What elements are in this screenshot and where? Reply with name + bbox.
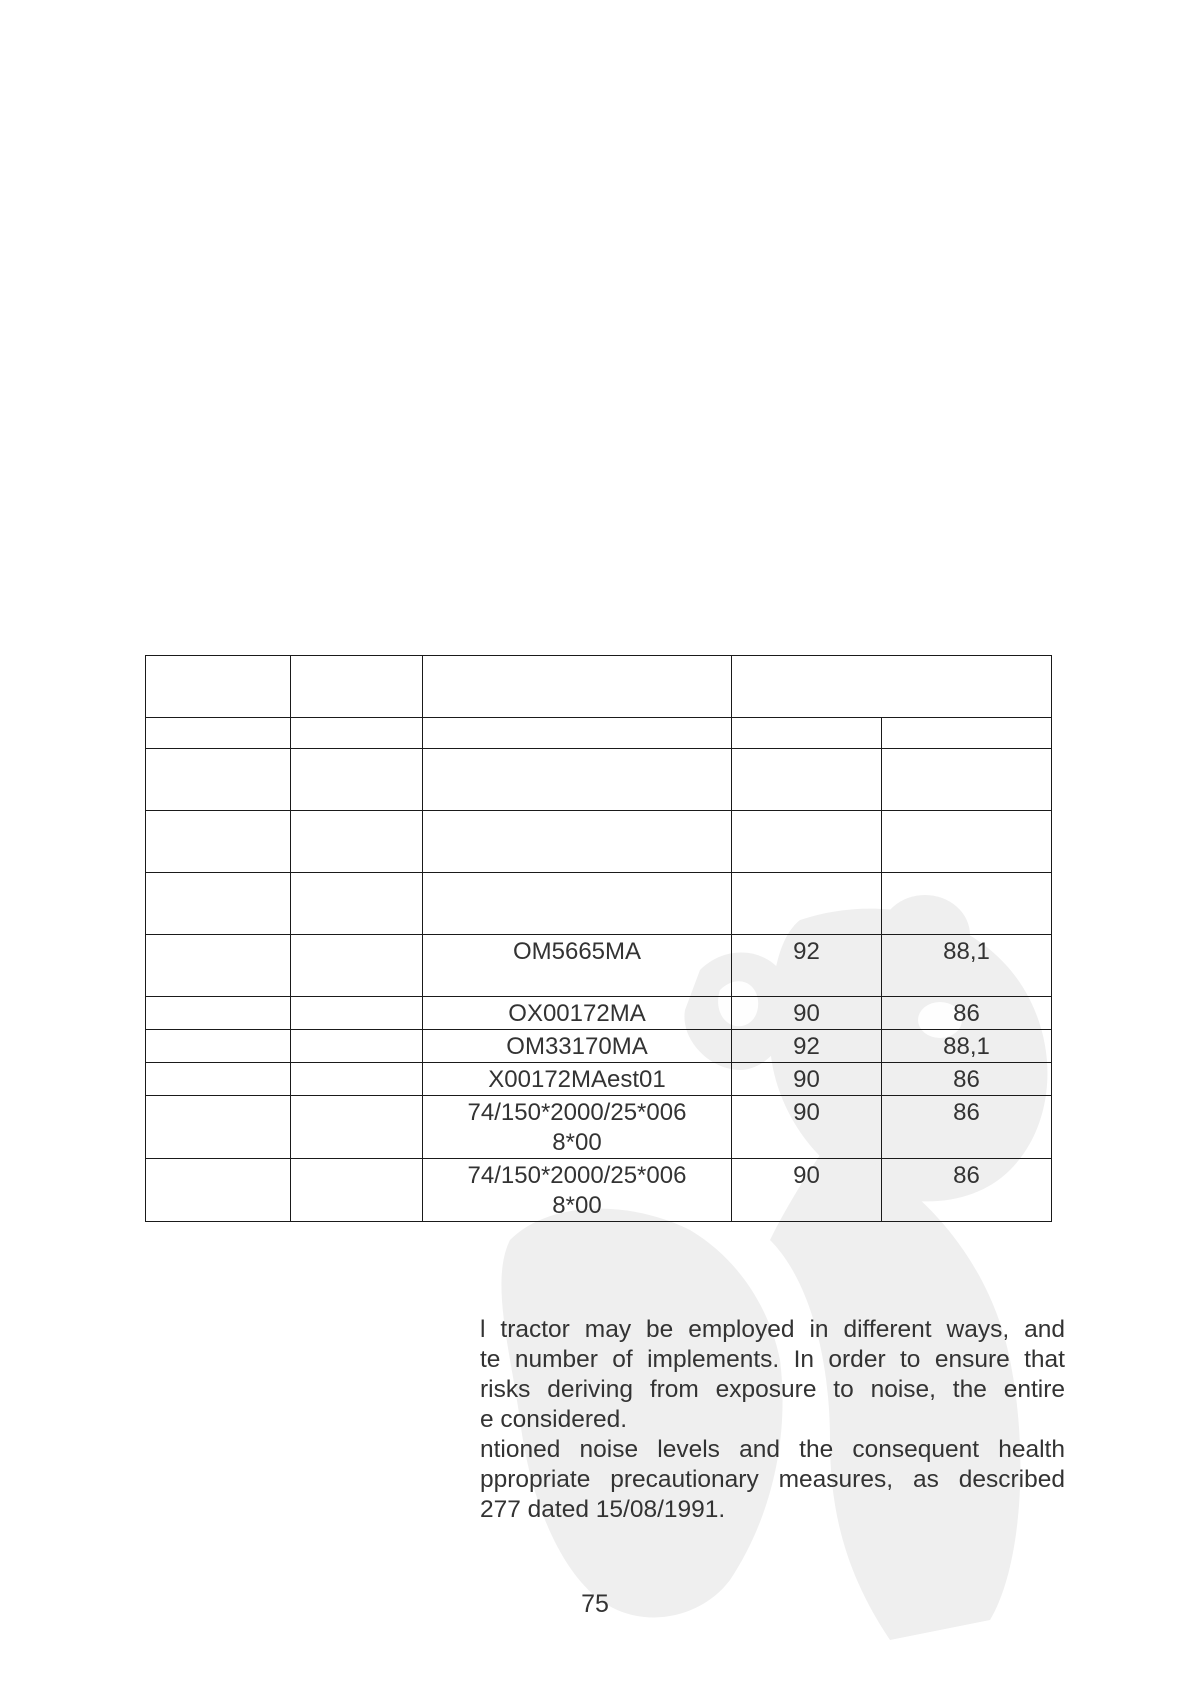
value2-cell: 86 [882, 1063, 1052, 1096]
model-cell [423, 811, 732, 873]
value1-cell: 90 [732, 1063, 882, 1096]
value1-cell [732, 811, 882, 873]
model-line: 74/150*2000/25*006 [467, 1099, 687, 1126]
model-cell [423, 873, 732, 935]
paragraph-line: e considered. [480, 1406, 628, 1433]
table-row [146, 873, 1052, 935]
value2-cell: 88,1 [882, 1030, 1052, 1063]
paragraph-line: risks deriving from exposure to noise, the entire [480, 1376, 1065, 1403]
value1-cell: 92 [732, 935, 882, 997]
table-cell [732, 656, 1052, 718]
model-cell: OX00172MA [423, 997, 732, 1030]
value1-cell: 90 [732, 1096, 882, 1159]
table-header-row [146, 656, 1052, 718]
table-cell [882, 718, 1052, 749]
table-row [146, 935, 1052, 997]
model-line: 8*00 [552, 1129, 602, 1156]
model-cell [423, 1159, 732, 1222]
value2-cell: 86 [882, 997, 1052, 1030]
table-cell [291, 656, 423, 718]
table-row [146, 1030, 1052, 1063]
table-row [146, 749, 1052, 811]
value1-cell: 90 [732, 997, 882, 1030]
value2-cell [882, 873, 1052, 935]
table-subheader-row [146, 718, 1052, 749]
value2-cell [882, 811, 1052, 873]
page-number: 75 [581, 1590, 609, 1618]
noise-level-table [145, 655, 1052, 1222]
table-cell [146, 656, 291, 718]
value2-cell: 86 [882, 1096, 1052, 1159]
value1-cell: 92 [732, 1030, 882, 1063]
table-cell [423, 656, 732, 718]
value1-cell: 90 [732, 1159, 882, 1222]
model-cell [423, 1096, 732, 1159]
table-row [146, 1159, 1052, 1222]
paragraph-line: te number of implements. In order to ensure that [480, 1346, 1065, 1373]
value1-cell [732, 873, 882, 935]
paragraph-line: 277 dated 15/08/1991. [480, 1496, 726, 1523]
noise-info-paragraph [480, 1315, 1065, 1525]
table-cell [146, 718, 291, 749]
table-cell [423, 718, 732, 749]
model-line: 8*00 [552, 1192, 602, 1219]
table-cell [732, 718, 882, 749]
value1-cell [732, 749, 882, 811]
value2-cell: 88,1 [882, 935, 1052, 997]
table-row [146, 811, 1052, 873]
model-line: 74/150*2000/25*006 [467, 1162, 687, 1189]
table-cell [291, 718, 423, 749]
table-row [146, 1063, 1052, 1096]
model-cell [423, 749, 732, 811]
paragraph-line: ppropriate precautionary measures, as described [480, 1466, 1065, 1493]
model-cell: OM33170MA [423, 1030, 732, 1063]
table-row [146, 997, 1052, 1030]
model-cell: X00172MAest01 [423, 1063, 732, 1096]
paragraph-line: l tractor may be employed in different ways, and [480, 1316, 1065, 1343]
model-cell: OM5665MA [423, 935, 732, 997]
value2-cell [882, 749, 1052, 811]
paragraph-line: ntioned noise levels and the consequent health [480, 1436, 1065, 1463]
table-row [146, 1096, 1052, 1159]
value2-cell: 86 [882, 1159, 1052, 1222]
